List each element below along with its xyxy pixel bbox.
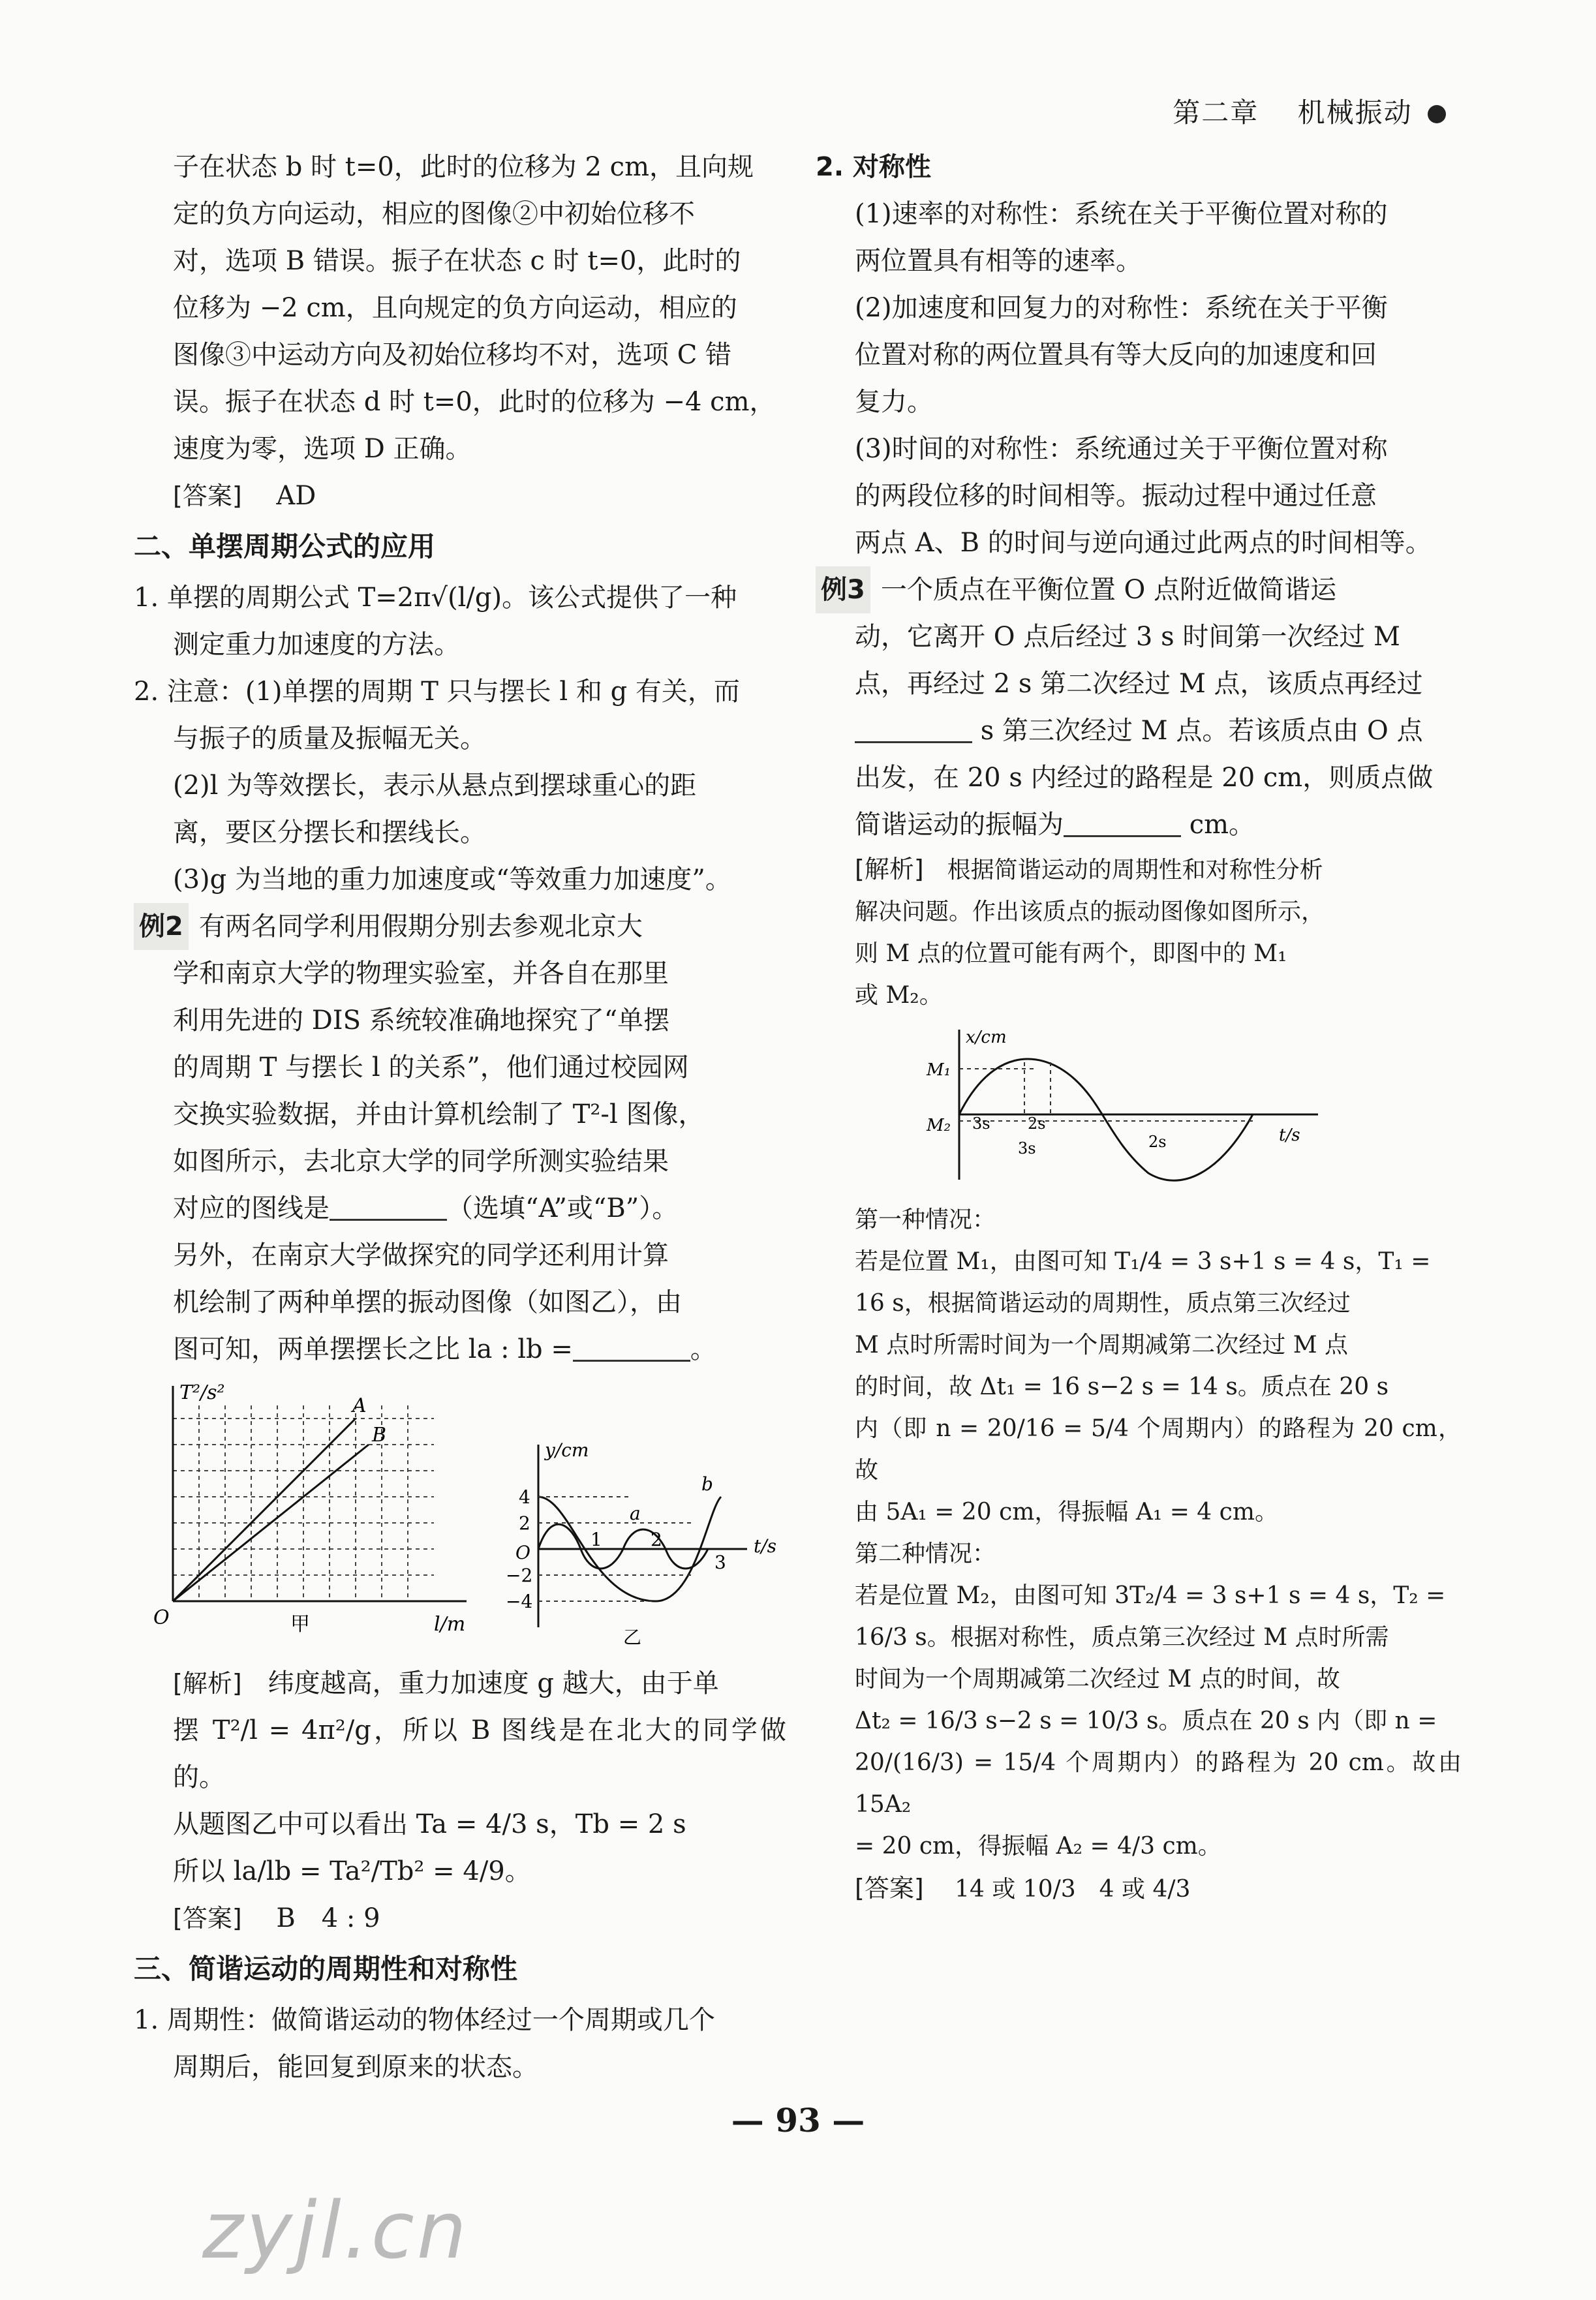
- page-number-value: 93: [775, 2101, 821, 2139]
- subheading: 2. 对称性: [816, 152, 931, 182]
- chapter-label: 第二章: [1173, 97, 1259, 129]
- ylabel: x/cm: [966, 1028, 1007, 1047]
- text-line: 位置对称的两位置具有等大反向的加速度和回: [855, 340, 1377, 370]
- text-line: 如图所示，去北京大学的同学所测实验结果: [173, 1146, 669, 1176]
- watermark: zyjl.cn: [202, 2186, 469, 2277]
- text-line: 16 s，根据简谐运动的周期性，质点第三次经过: [855, 1290, 1351, 1317]
- label-2s-b: 2s: [1148, 1133, 1167, 1151]
- text-line: 16/3 s。根据对称性，质点第三次经过 M 点时所需: [855, 1624, 1389, 1651]
- answer-line: [134, 1895, 786, 1942]
- text-segment: 一个质点在平衡位置 O 点附近做简谐运: [880, 575, 1337, 605]
- text-line: 另外，在南京大学做探究的同学还利用计算: [173, 1240, 669, 1270]
- text-line: 第二种情况：: [855, 1541, 996, 1567]
- label-3s-a: 3s: [972, 1114, 990, 1133]
- text-line: 学和南京大学的物理实验室，并各自在那里: [173, 958, 669, 989]
- text-line: 的时间，故 Δt₁ = 16 s−2 s = 14 s。质点在 20 s: [855, 1373, 1389, 1400]
- text-line: 第一种情况：: [855, 1206, 996, 1233]
- text-line: Δt₂ = 16/3 s−2 s = 10/3 s。质点在 20 s 内（即 n =: [855, 1708, 1437, 1734]
- answer-tag: [答案]: [173, 482, 242, 510]
- answer-value: AD: [276, 481, 316, 511]
- text-segment: 纬度越高，重力加速度 g 越大，由于单: [268, 1668, 719, 1698]
- text-line: 两位置具有相等的速率。: [855, 246, 1142, 276]
- text-line: 或 M₂。: [855, 982, 943, 1009]
- text-line: 动，它离开 O 点后经过 3 s 时间第一次经过 M: [855, 622, 1401, 652]
- text-line: 图可知，两单摆摆长之比 la : lb = 。: [173, 1334, 716, 1364]
- text-line: 两点 A、B 的时间与逆向通过此两点的时间相等。: [855, 528, 1432, 558]
- text-line: (1)速率的对称性：系统在关于平衡位置对称的: [855, 199, 1388, 229]
- text-line: 的两段位移的时间相等。振动过程中通过任意: [855, 481, 1377, 511]
- text-line: 2. 注意：(1)单摆的周期 T 只与摆长 l 和 g 有关，而: [134, 677, 740, 707]
- text-line: (2)l 为等效摆长，表示从悬点到摆球重心的距: [173, 771, 697, 801]
- text-line: 测定重力加速度的方法。: [173, 630, 460, 660]
- answer-blank: [1064, 809, 1181, 837]
- solution-line: [816, 848, 1462, 891]
- label-m2: M₂: [927, 1116, 951, 1135]
- xlabel: t/s: [1279, 1126, 1300, 1145]
- text-segment: s 第三次经过 M 点。若该质点由 O 点: [980, 716, 1423, 746]
- label-b-yi: b: [701, 1473, 713, 1495]
- text-line: 位移为 −2 cm，且向规定的负方向运动，相应的: [173, 293, 737, 323]
- text-line: 若是位置 M₂，由图可知 3T₂/4 = 3 s+1 s = 4 s，T₂ =: [855, 1582, 1446, 1609]
- text-line: 子在状态 b 时 t=0，此时的位移为 2 cm，且向规: [173, 152, 754, 182]
- section-heading: 三、简谐运动的周期性和对称性: [134, 1953, 518, 1985]
- text-line: 1. 单摆的周期公式 T=2π√(l/g)。该公式提供了一种: [134, 583, 737, 613]
- chapter-title: 机械振动: [1297, 97, 1413, 129]
- left-column: [134, 144, 786, 2091]
- text-line: 的周期 T 与摆长 l 的关系”，他们通过校园网: [173, 1052, 689, 1082]
- answer-line: [134, 472, 786, 519]
- answer-blank: [855, 715, 972, 743]
- text-line: (3)时间的对称性：系统通过关于平衡位置对称: [855, 434, 1388, 464]
- example-line: [134, 903, 786, 950]
- text-line: 时间为一个周期减第二次经过 M 点的时间，故: [855, 1666, 1340, 1693]
- page-header: [1173, 91, 1446, 130]
- text-line: 离，要区分摆长和摆线长。: [173, 818, 486, 848]
- label-m1: M₁: [927, 1060, 951, 1080]
- text-line: 点，再经过 2 s 第二次经过 M 点，该质点再经过: [855, 669, 1423, 699]
- sine-curve: [959, 1059, 1253, 1180]
- answer-value: B 4 : 9: [276, 1903, 380, 1933]
- origin-yi: O: [515, 1542, 530, 1563]
- label-a-yi: a: [630, 1503, 641, 1524]
- text-line: 定的负方向运动，相应的图像②中初始位移不: [173, 199, 695, 229]
- text-line: 误。振子在状态 d 时 t=0，此时的位移为 −4 cm，: [173, 387, 776, 417]
- solution-tag: [解析]: [173, 1669, 242, 1698]
- example-badge: 例2: [134, 903, 189, 950]
- text-line: 则 M 点的位置可能有两个，即图中的 M₁: [855, 940, 1287, 967]
- label-b: B: [372, 1424, 387, 1447]
- text-line: 所以 la/lb = Ta²/Tb² = 4/9。: [173, 1856, 531, 1886]
- ylabel-jia: T²/s²: [179, 1381, 225, 1404]
- text-line: 有两名同学利用假期分别去参观北京大: [198, 912, 643, 942]
- text-line: 利用先进的 DIS 系统较准确地探究了“单摆: [173, 1005, 670, 1035]
- xlabel-jia: l/m: [434, 1613, 466, 1636]
- answer-blank: [573, 1334, 690, 1362]
- text-line: = 20 cm，得振幅 A₂ = 4/3 cm。: [855, 1833, 1221, 1860]
- text-line: 复力。: [855, 387, 933, 417]
- tick-x1: 1: [591, 1529, 602, 1550]
- page-number: — 93 —: [731, 2101, 865, 2139]
- example-line: [816, 566, 1462, 613]
- solution-tag: [解析]: [855, 855, 924, 883]
- solution-line: [134, 1660, 786, 1707]
- answer-tag: [答案]: [173, 1904, 242, 1933]
- text-segment: 简谐运动的振幅为: [855, 810, 1064, 840]
- text-line: 与振子的质量及振幅无关。: [173, 724, 486, 754]
- answer-line: [816, 1867, 1462, 1910]
- text-line: 周期后，能回复到原来的状态。: [173, 2052, 538, 2082]
- text-line: 从题图乙中可以看出 Ta = 4/3 s，Tb = 2 s: [173, 1809, 686, 1839]
- text-line: [134, 1185, 786, 1232]
- answer-tag: [答案]: [855, 1874, 924, 1903]
- text-segment: cm。: [1189, 810, 1255, 840]
- answer-blank: [330, 1193, 447, 1221]
- answer-value: 14 或 10/3 4 或 4/3: [955, 1876, 1191, 1903]
- caption-jia: 甲: [290, 1613, 310, 1636]
- tick-x3: 3: [714, 1552, 726, 1573]
- label-2s-a: 2s: [1028, 1114, 1046, 1133]
- text-line: [816, 801, 1462, 848]
- text-line: 交换实验数据，并由计算机绘制了 T²-l 图像，: [173, 1099, 705, 1129]
- text-segment: 对应的图线是: [173, 1193, 330, 1223]
- text-line: M 点时所需时间为一个周期减第二次经过 M 点: [855, 1332, 1349, 1358]
- text-line: 解决问题。作出该质点的振动图像如图所示，: [855, 898, 1325, 925]
- text-line: 对，选项 B 错误。振子在状态 c 时 t=0，此时的: [173, 246, 741, 276]
- text-line: 由 5A₁ = 20 cm，得振幅 A₁ = 4 cm。: [855, 1499, 1278, 1526]
- curve-a: [538, 1524, 708, 1569]
- text-line: [816, 707, 1462, 754]
- text-line: 速度为零，选项 D 正确。: [173, 434, 472, 464]
- ylabel-yi: y/cm: [545, 1439, 589, 1461]
- text-line: (3)g 为当地的重力加速度或“等效重力加速度”。: [173, 865, 731, 895]
- text-line: 20/(16/3) = 15/4 个周期内）的路程为 20 cm。故由 15A₂: [855, 1749, 1462, 1818]
- text-segment: 根据简谐运动的周期性和对称性分析: [947, 857, 1323, 883]
- tick-neg2: −2: [506, 1565, 533, 1586]
- section-heading: 二、单摆周期公式的应用: [134, 530, 436, 562]
- grid-jia: [173, 1405, 434, 1601]
- text-segment: （选填“A”或“B”）。: [447, 1193, 679, 1223]
- tick-x2: 2: [651, 1529, 662, 1550]
- tick-4: 4: [519, 1486, 530, 1508]
- right-column: [816, 144, 1462, 1910]
- text-line: 1. 周期性：做简谐运动的物体经过一个周期或几个: [134, 2005, 715, 2035]
- text-line: 出发，在 20 s 内经过的路程是 20 cm，则质点做: [855, 763, 1434, 793]
- text-segment: 图可知，两单摆摆长之比 la : lb =: [173, 1334, 573, 1364]
- origin-jia: O: [153, 1606, 170, 1629]
- text-line: 摆 T²/l = 4π²/g，所以 B 图线是在北大的同学做的。: [173, 1715, 786, 1792]
- text-line: 机绘制了两种单摆的振动图像（如图乙），由: [173, 1287, 682, 1317]
- label-3s-b: 3s: [1018, 1139, 1036, 1158]
- text-line: 若是位置 M₁，由图可知 T₁/4 = 3 s+1 s = 4 s，T₁ =: [855, 1248, 1431, 1275]
- text-line: 内（即 n = 20/16 = 5/4 个周期内）的路程为 20 cm，故: [855, 1415, 1462, 1484]
- tick-2: 2: [519, 1512, 530, 1534]
- bullet-icon: [1428, 105, 1446, 123]
- text-line: (2)加速度和回复力的对称性：系统在关于平衡: [855, 293, 1388, 323]
- figure-jia-yi: [134, 1379, 786, 1653]
- figure-oscillation: [913, 1023, 1559, 1193]
- caption-yi: 乙: [623, 1627, 642, 1648]
- line-a: [173, 1418, 356, 1601]
- label-a: A: [352, 1394, 367, 1417]
- example-badge: 例3: [816, 566, 870, 613]
- xlabel-yi: t/s: [754, 1535, 777, 1557]
- tick-neg4: −4: [506, 1591, 533, 1612]
- text-line: 图像③中运动方向及初始位移均不对，选项 C 错: [173, 340, 732, 370]
